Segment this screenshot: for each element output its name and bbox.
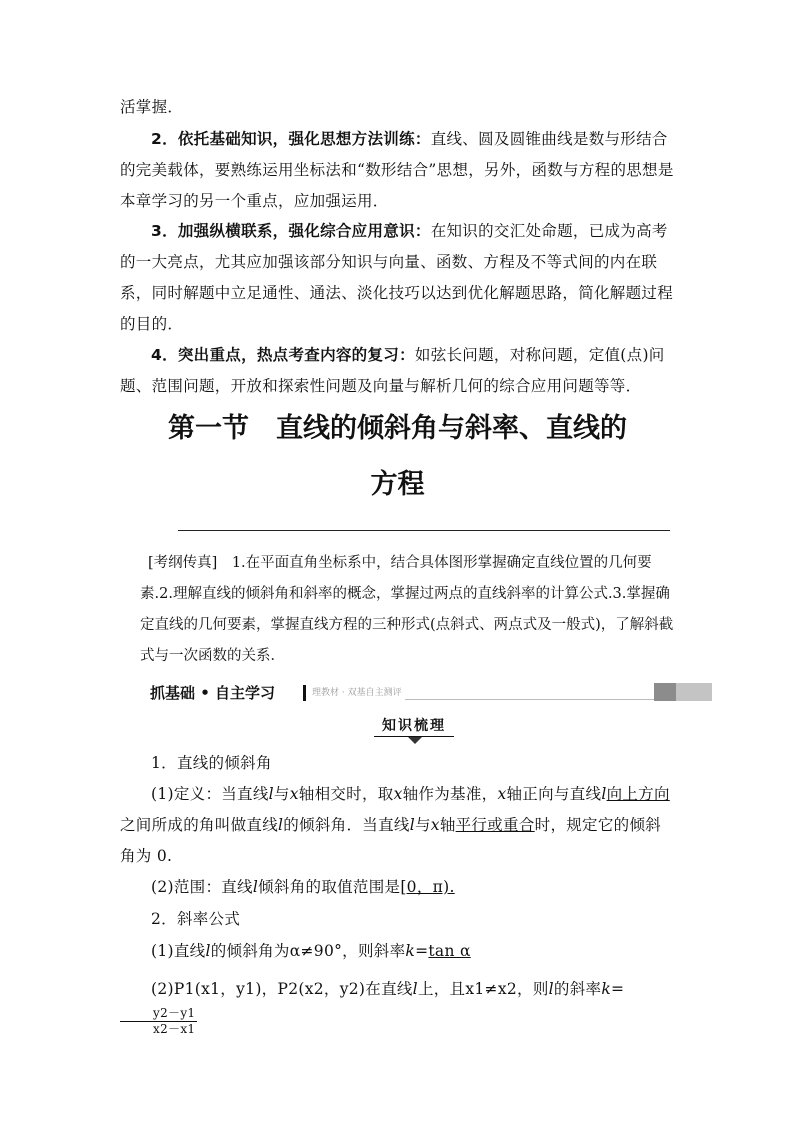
var-l: l [548, 980, 554, 998]
slope-text: x1≠x2，则 [465, 980, 549, 998]
title-rule [178, 530, 670, 531]
study-band-subtitle: 理教材 · 双基自主测评 [312, 688, 402, 698]
var-l: l [252, 878, 259, 896]
heading-inclination-text: 1．直线的倾斜角 [151, 754, 272, 772]
slope-paragraph-2 [120, 974, 675, 1037]
answer-parallel-or-coincide: 平行或重合 [455, 816, 535, 834]
study-band-line [405, 699, 654, 700]
paragraph-3 [120, 216, 675, 340]
var-l: l [412, 980, 418, 998]
definition-text: 的倾斜角．当直线 [283, 816, 410, 834]
slope-text: (2)P1(x1，y1)，P2(x2，y2)在直线 [151, 980, 413, 998]
study-band-label: 抓基础 • 自主学习 [150, 684, 276, 702]
definition-text: 与 [273, 785, 290, 803]
intro-line-text: 活掌握． [120, 98, 184, 116]
var-l: l [278, 816, 284, 834]
paragraph-2-body: 直线、圆及圆锥曲线是数与形结合的完美载体，要熟练运用坐标法和“数形结合”思想，另外，函数与方程的思想是本章学习的另一个重点，应加强运用． [120, 130, 674, 210]
paragraph-2 [120, 124, 675, 217]
study-band-dark-block [654, 683, 676, 701]
slope-text: (1)直线 [151, 942, 206, 960]
intro-line [120, 92, 675, 123]
study-band-light-block [676, 683, 712, 701]
var-l: l [268, 785, 274, 803]
knowledge-section-label: 知识梳理 [382, 718, 446, 734]
slope-text: 的倾斜角为 [210, 942, 290, 960]
paragraph-4 [120, 340, 675, 402]
answer-tan-alpha: tan α [428, 942, 471, 960]
paragraph-3-heading: 3．加强纵横联系，强化综合应用意识： [151, 222, 431, 240]
exam-outline: [考纲传真] 1.在平面直角坐标系中，结合具体图形掌握确定直线位置的几何要素.2.理解直线的倾斜角和斜率的概念，掌握过两点的直线斜率的计算公式.3.掌握确定直线的几何要素，掌握直线方程的三种形式(点斜式、两点式及一般式)，了解斜截式与一次函数的关系． [140, 555, 674, 664]
fraction-numerator: y2－y1 [120, 1006, 197, 1022]
var-x: x [430, 816, 440, 834]
var-x: x [393, 785, 403, 803]
down-triangle-icon [408, 737, 422, 744]
definition-text: 之间所成的角叫做直线 [120, 816, 279, 834]
var-l: l [205, 942, 211, 960]
slope-fraction [120, 1006, 197, 1037]
answer-upward-direction: 向上方向 [606, 785, 670, 803]
paragraph-4-body: 如弦长问题，对称问题，定值(点)问题、范围问题，开放和探索性问题及向量与解析几何的综合应用问题等等． [120, 346, 665, 395]
definition-paragraph [120, 779, 675, 872]
section-title-line2: 方程 [370, 469, 425, 500]
section-title-line1: 第一节 直线的倾斜角与斜率、直线的 [168, 413, 627, 444]
definition-text: 轴 [439, 816, 456, 834]
paragraph-4-heading: 4．突出重点，热点考查内容的复习： [151, 346, 415, 364]
var-l: l [409, 816, 415, 834]
slope-k: k= [601, 980, 625, 998]
paragraph-3-body: 在知识的交汇处命题，已成为高考的一大亮点，尤其应加强该部分知识与向量、函数、方程及不等式间的内在联系，同时解题中立足通性、通法、淡化技巧以达到优化解题思路，简化解题过程的目的． [120, 222, 674, 333]
study-band [150, 683, 712, 703]
slope-text: α≠90°，则斜率 [289, 942, 406, 960]
definition-text: 轴作为基准， [402, 785, 498, 803]
var-x: x [497, 785, 507, 803]
range-paragraph [120, 872, 675, 903]
study-band-separator [303, 685, 306, 701]
definition-text: 时，规定它的倾斜角为 0. [120, 816, 662, 865]
definition-text: 轴正向与直线 [506, 785, 602, 803]
slope-text: 上，且 [417, 980, 466, 998]
answer-range: [0，π). [400, 878, 455, 896]
fraction-denominator: x2－x1 [153, 1021, 196, 1036]
slope-k: k= [405, 942, 429, 960]
slope-paragraph-1 [120, 936, 675, 967]
definition-text: 与 [414, 816, 431, 834]
heading-slope-formula [120, 904, 675, 935]
heading-inclination [120, 748, 675, 779]
knowledge-section-heading [374, 716, 454, 736]
paragraph-2-heading: 2．依托基础知识，强化思想方法训练： [151, 130, 431, 148]
definition-text: 轴相交时，取 [298, 785, 394, 803]
slope-text: 的斜率 [553, 980, 602, 998]
definition-text: (1)定义：当直线 [151, 785, 269, 803]
range-text: (2)范围：直线 [151, 878, 253, 896]
heading-slope-formula-text: 2．斜率公式 [151, 910, 241, 928]
var-l: l [601, 785, 607, 803]
range-text: 倾斜角的取值范围是 [258, 878, 401, 896]
var-x: x [289, 785, 299, 803]
